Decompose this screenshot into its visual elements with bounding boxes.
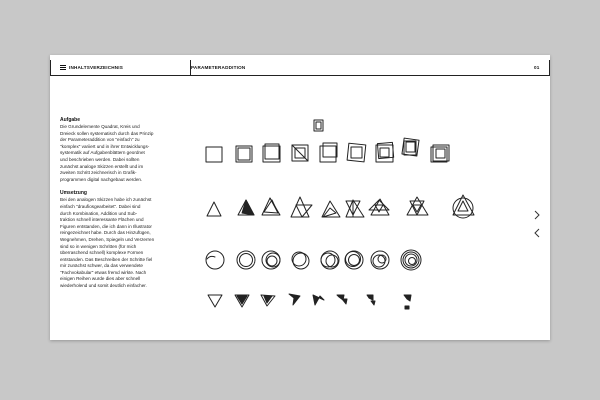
implementation-body: Bei den analogen Skizzen habe ich zunächst einfach "draufiosgearbeitet". Dabei sind durch Kombination, Addition und Sub- traktion schnell interessante Flächen und Figuren entstanden, die ich dann in Illustrator reingezeichnet habe. Durch das Hinzufügen, Wegnehmen, Drehen, Spiegeln und Verzerren sind so in wenigen Schritten (für mich überraschend schnell) komplexe Formen entstanden. Das Beschreiben der Schritte fiel mir zunächst schwer, da das verwendete "Fachvokabular" etwas fremd wirkte. Nach einigen Reihen wurde dies aber schnell wiederholend und somit deutlich einfacher. (60, 197, 155, 289)
next-page-button[interactable] (532, 207, 542, 217)
sketch-wedge (367, 295, 375, 305)
section-title: PARAMETERADDITION (191, 65, 246, 70)
chevron-left-icon (532, 228, 542, 238)
sketch-wedge (261, 295, 275, 306)
sketch-row-wedges (208, 294, 411, 309)
sketch-triangle (407, 197, 428, 215)
sketch-circle (237, 251, 255, 269)
sketch-circle (321, 251, 339, 269)
sketch-square (292, 145, 308, 161)
sketch-triangle (262, 198, 280, 215)
sketch-triangle (369, 199, 389, 215)
sketch-circle (206, 251, 224, 269)
task-heading: Aufgabe (60, 117, 80, 123)
sketch-triangle (453, 195, 474, 218)
page-number: 01 (534, 65, 540, 70)
sketch-circle (401, 250, 421, 270)
sketch-circle (371, 251, 389, 269)
sketch-circle (262, 251, 280, 269)
implementation-heading: Umsetzung (60, 190, 87, 197)
sketch-circle (345, 251, 363, 269)
sketch-wedge (289, 294, 300, 305)
sketch-row-squares (206, 120, 449, 162)
sketch-square (263, 144, 280, 162)
sketch-wedge (313, 295, 324, 305)
sketch-area (50, 55, 550, 340)
sketch-wedge (208, 295, 222, 307)
prev-page-button[interactable] (532, 225, 542, 235)
sketch-wedge (235, 295, 249, 307)
sketch-triangle (346, 200, 364, 217)
sketch-wedge (337, 295, 347, 304)
sketch-wedge (404, 295, 411, 309)
sketch-triangle (207, 202, 221, 216)
sketch-square (314, 120, 337, 162)
sketch-square (402, 138, 419, 156)
sketch-row-circles (206, 250, 421, 270)
sketch-row-triangles (207, 195, 474, 218)
sketch-square (206, 147, 222, 162)
chevron-right-icon (532, 210, 542, 220)
sketch-square (431, 145, 449, 162)
toc-link[interactable]: INHALTSVERZEICHNIS (69, 65, 124, 70)
sketch-square (347, 143, 366, 162)
sketch-triangle (238, 200, 254, 215)
sketch-square (236, 146, 252, 162)
sketch-circle (292, 252, 309, 269)
sketch-square (376, 142, 394, 162)
sketch-triangle (291, 197, 312, 217)
task-body: Die Grundelemente Quadrat, Kreis und Dreieck sollen systematisch durch das Prinzip der Parameteraddition von "einfach" zu "komplex" variiert und in ihrer Entwicklungs- systematik auf Aufgabenblättern geordnet und beschrieben werden. Dabei sollten zunächst analoge Skizzen erstellt und im zweiten Schritt zeichnerisch in Grafik- programmen digital nachgebaut werden. (60, 124, 154, 182)
sketch-triangle (322, 201, 340, 217)
document-page (50, 55, 550, 340)
